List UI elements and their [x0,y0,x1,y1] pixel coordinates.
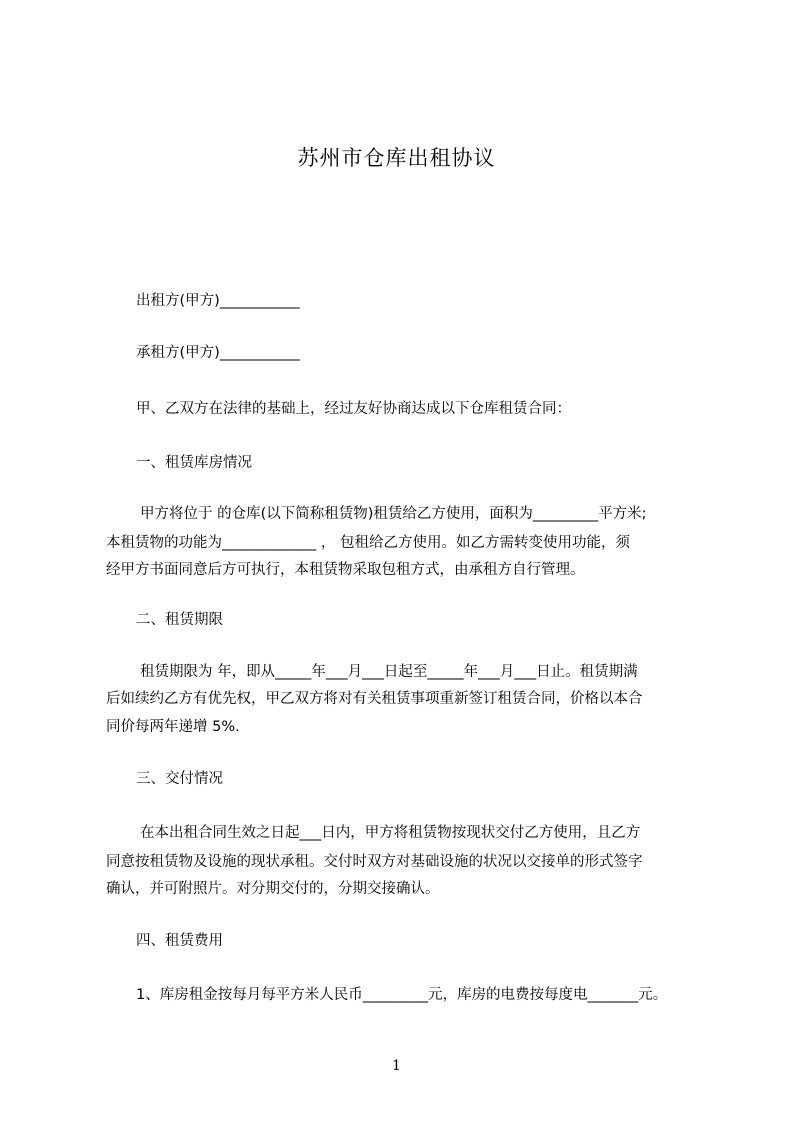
page-number: 1 [392,1058,401,1074]
section1-paragraph-line2: 本租赁物的功能为_____________ ， 包租给乙方使用。如乙方需转变使用功能，须 [106,535,630,551]
section2-paragraph-line3: 同价每两年递增 5%. [106,719,240,735]
section1-paragraph-line3: 经甲方书面同意后方可执行，本租赁物采取包租方式，由承租方自行管理。 [106,562,585,578]
section2-paragraph-line2: 后如续约乙方有优先权，甲乙双方将对有关租赁事项重新签订租赁合同，价格以本合 [106,691,643,707]
section1-heading: 一、租赁库房情况 [136,455,252,471]
section4-heading: 四、租赁费用 [136,933,223,949]
section2-heading: 二、租赁期限 [136,612,223,628]
document-title: 苏州市仓库出租协议 [297,146,496,170]
section1-paragraph-line1: 甲方将位于 的仓库(以下简称租赁物)租赁给乙方使用，面积为_________平方米; [140,506,647,522]
intro-paragraph: 甲、乙双方在法律的基础上，经过友好协商达成以下仓库租赁合同： [136,401,571,417]
section3-paragraph-line3: 确认，并可附照片。对分期交付的，分期交接确认。 [106,881,440,897]
section2-paragraph-line1: 租赁期限为 年，即从_____年___月___日起至_____年___月___日止。租赁期满 [140,664,638,680]
section4-item1: 1、库房租金按每月每平方米人民币_________元，库房的电费按每度电_______元。 [136,987,668,1003]
lessor-line: 出租方(甲方)___________ [136,293,300,309]
section3-paragraph-line2: 同意按租赁物及设施的现状承租。交付时双方对基础设施的状况以交接单的形式签字 [106,854,643,870]
section3-paragraph-line1: 在本出租合同生效之日起___日内，甲方将租赁物按现状交付乙方使用，且乙方 [140,825,641,841]
section3-heading: 三、交付情况 [136,771,223,787]
lessee-line: 承租方(甲方)___________ [136,345,300,361]
